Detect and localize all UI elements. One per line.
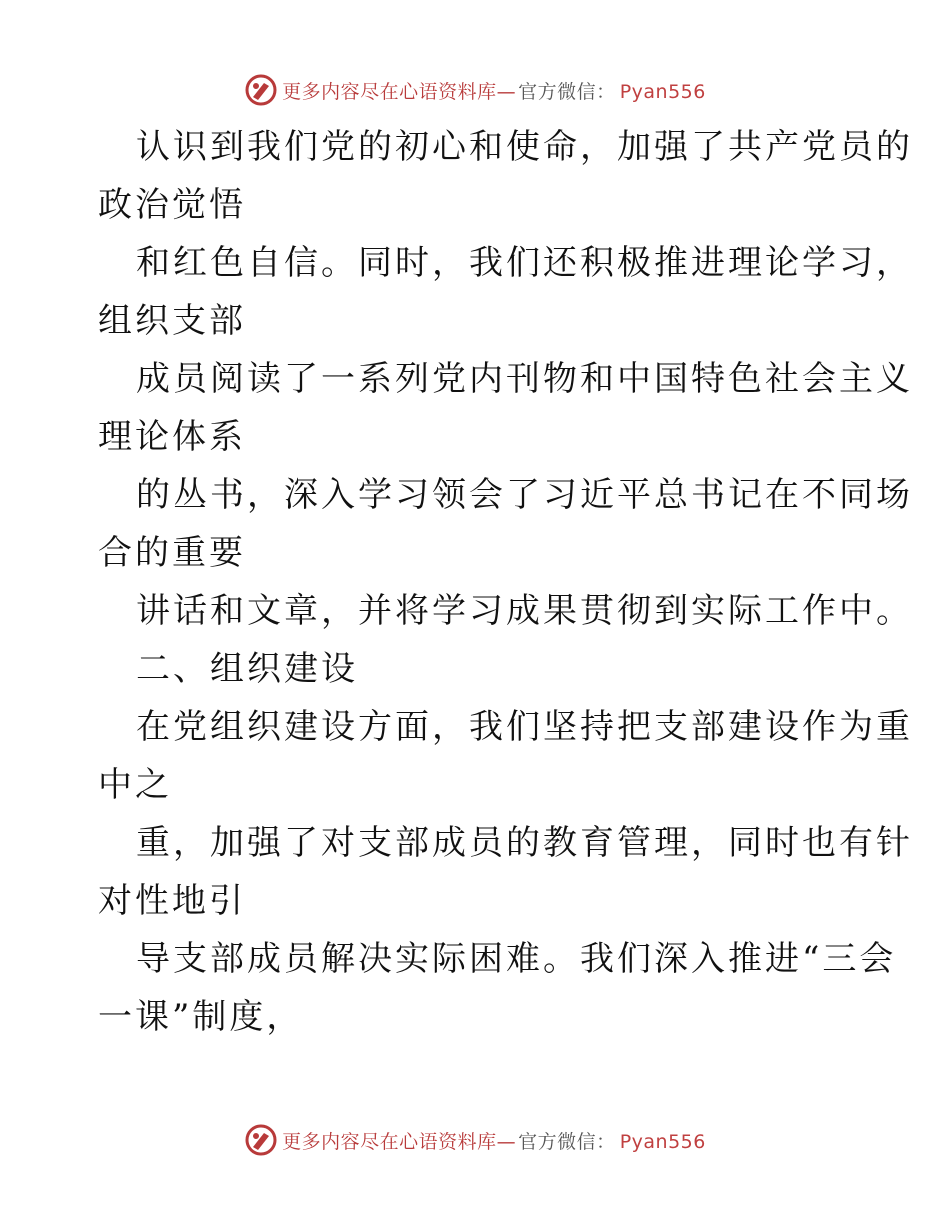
text-line: 讲话和文章，并将学习成果贯彻到实际工作中。 — [136, 591, 913, 631]
text-line: 成员阅读了一系列党内刊物和中国特色社会主义 — [136, 359, 913, 399]
text-line: 的丛书，深入学习领会了习近平总书记在不同场 — [136, 475, 913, 515]
watermark-text — [282, 1127, 706, 1154]
watermark-official: 官方微信： — [518, 1130, 616, 1153]
text-line: 理论体系 — [98, 417, 246, 457]
text-line: 认识到我们党的初心和使命，加强了共产党员的 — [136, 127, 913, 167]
text-line: 一课”制度， — [98, 997, 304, 1037]
watermark-main: 更多内容尽在心语资料库 — [282, 1130, 497, 1153]
watermark-dash: — — [496, 80, 517, 103]
watermark-text — [282, 77, 706, 104]
footer-watermark — [0, 1120, 950, 1160]
header-watermark — [0, 70, 950, 110]
text-line: 在党组织建设方面，我们坚持把支部建设作为重 — [136, 707, 913, 747]
text-line: 组织支部 — [98, 301, 246, 341]
watermark-official: 官方微信： — [518, 80, 616, 103]
seal-logo-icon — [244, 1123, 278, 1157]
section-heading: 二、组织建设 — [136, 649, 358, 689]
text-line: 重，加强了对支部成员的教育管理，同时也有针 — [136, 823, 913, 863]
text-line: 和红色自信。同时，我们还积极推进理论学习， — [136, 243, 913, 283]
watermark-wechat-id: Pyan556 — [619, 80, 706, 103]
watermark-main: 更多内容尽在心语资料库 — [282, 80, 497, 103]
text-line: 政治觉悟 — [98, 185, 246, 225]
text-line: 中之 — [98, 765, 172, 805]
seal-logo-icon — [244, 73, 278, 107]
watermark-wechat-id: Pyan556 — [619, 1130, 706, 1153]
document-body — [98, 118, 913, 1046]
text-line: 合的重要 — [98, 533, 246, 573]
text-line: 导支部成员解决实际困难。我们深入推进“三会 — [136, 939, 897, 979]
text-line: 对性地引 — [98, 881, 246, 921]
watermark-dash: — — [496, 1130, 517, 1153]
